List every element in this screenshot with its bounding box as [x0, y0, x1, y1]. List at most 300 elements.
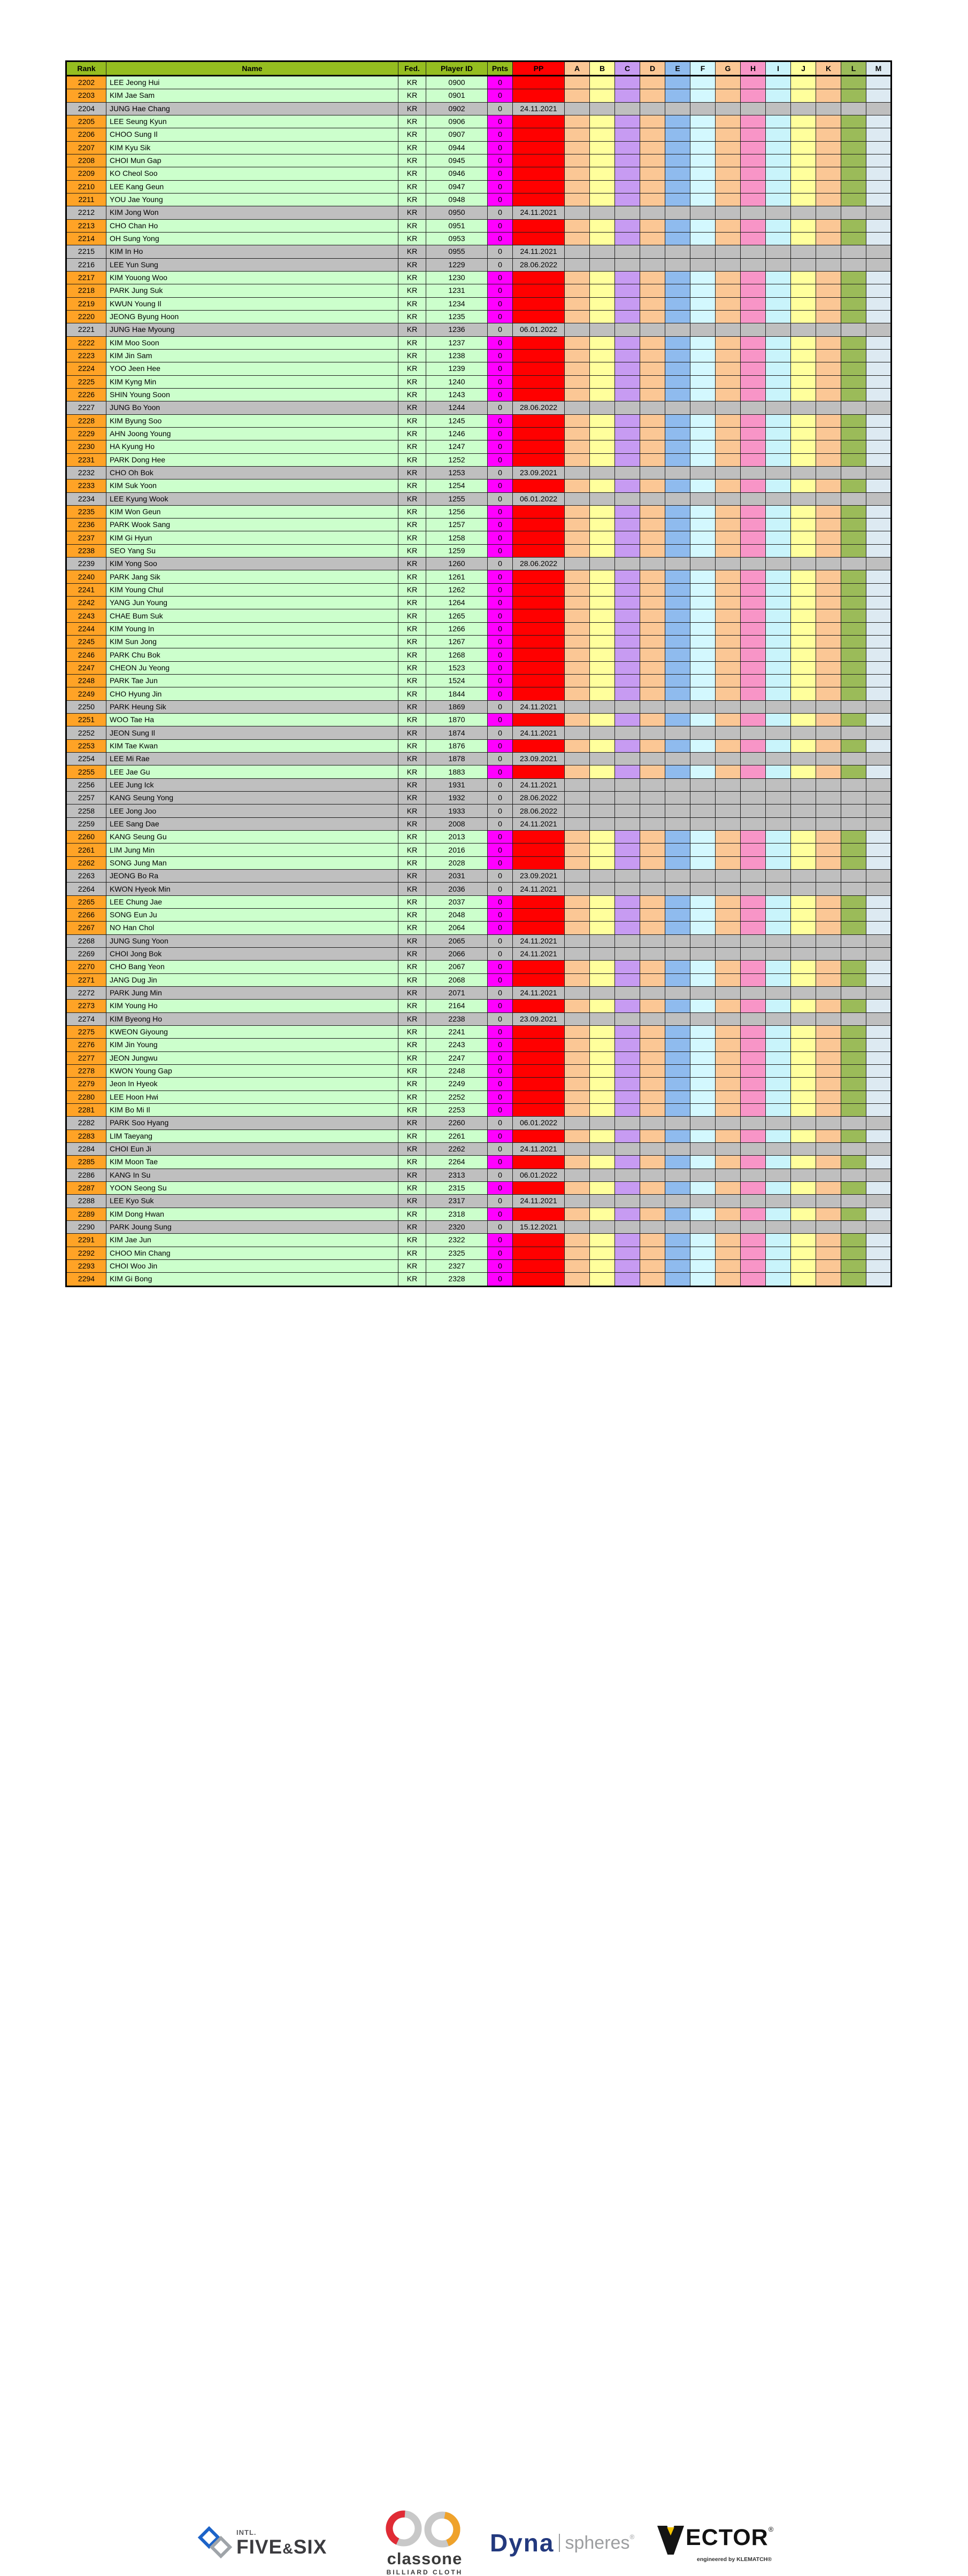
- table-row: [66, 193, 892, 206]
- fed-cell: KR: [398, 622, 426, 635]
- table-row: [66, 466, 892, 479]
- fed-cell: KR: [398, 154, 426, 167]
- col-h-cell: [741, 765, 766, 778]
- player-id-cell: 2325: [426, 1247, 488, 1259]
- col-m-cell: [866, 687, 892, 700]
- col-d-cell: [640, 466, 665, 479]
- pp-cell: [513, 167, 565, 180]
- rank-cell: 2262: [66, 856, 106, 869]
- col-b-cell: [590, 414, 615, 427]
- name-cell: HA Kyung Ho: [106, 440, 398, 453]
- table-row: [66, 232, 892, 245]
- col-b-cell: [590, 1039, 615, 1051]
- col-m-cell: [866, 1117, 892, 1130]
- col-f-cell: [690, 1064, 716, 1077]
- rank-cell: 2217: [66, 271, 106, 284]
- col-j-cell: [791, 414, 816, 427]
- rank-cell: 2216: [66, 258, 106, 271]
- col-f-cell: [690, 778, 716, 791]
- pnts-cell: 0: [488, 375, 513, 388]
- col-d-cell: [640, 675, 665, 687]
- table-row: [66, 714, 892, 726]
- col-h-cell: [741, 1220, 766, 1233]
- col-j-cell: [791, 1064, 816, 1077]
- player-id-cell: 1258: [426, 531, 488, 544]
- col-b-cell: [590, 349, 615, 362]
- col-c-cell: [615, 1051, 640, 1064]
- table-row: [66, 961, 892, 973]
- col-a-cell: [565, 1169, 590, 1181]
- col-h-cell: [741, 1064, 766, 1077]
- col-k-cell: [816, 297, 841, 310]
- col-i-cell: [766, 232, 791, 245]
- col-l-cell: [841, 883, 866, 895]
- col-d-cell: [640, 765, 665, 778]
- col-e-cell: [665, 492, 690, 505]
- col-k-cell: [816, 986, 841, 999]
- column-header-d: D: [640, 61, 665, 76]
- col-h-cell: [741, 1181, 766, 1194]
- col-e-cell: [665, 297, 690, 310]
- col-g-cell: [716, 492, 741, 505]
- col-e-cell: [665, 973, 690, 986]
- col-e-cell: [665, 844, 690, 856]
- col-c-cell: [615, 1195, 640, 1208]
- name-cell: KANG Seung Yong: [106, 792, 398, 804]
- name-cell: KIM Suk Yoon: [106, 479, 398, 492]
- fed-cell: KR: [398, 427, 426, 440]
- col-b-cell: [590, 622, 615, 635]
- col-a-cell: [565, 362, 590, 375]
- rank-cell: 2226: [66, 388, 106, 401]
- col-a-cell: [565, 1000, 590, 1012]
- pnts-cell: 0: [488, 570, 513, 583]
- col-d-cell: [640, 440, 665, 453]
- pp-cell: [513, 714, 565, 726]
- col-h-cell: [741, 739, 766, 752]
- col-g-cell: [716, 297, 741, 310]
- player-id-cell: 1236: [426, 323, 488, 336]
- col-b-cell: [590, 1234, 615, 1247]
- col-i-cell: [766, 1090, 791, 1103]
- col-j-cell: [791, 778, 816, 791]
- col-i-cell: [766, 973, 791, 986]
- player-id-cell: 2264: [426, 1156, 488, 1169]
- col-j-cell: [791, 661, 816, 674]
- pnts-cell: 0: [488, 1090, 513, 1103]
- col-b-cell: [590, 570, 615, 583]
- col-d-cell: [640, 947, 665, 960]
- col-i-cell: [766, 1012, 791, 1025]
- pnts-cell: 0: [488, 622, 513, 635]
- rank-cell: 2265: [66, 895, 106, 908]
- col-g-cell: [716, 1064, 741, 1077]
- col-l-cell: [841, 1039, 866, 1051]
- name-cell: KIM Young Chul: [106, 583, 398, 596]
- col-a-cell: [565, 661, 590, 674]
- col-m-cell: [866, 883, 892, 895]
- col-j-cell: [791, 492, 816, 505]
- rank-cell: 2294: [66, 1273, 106, 1286]
- col-b-cell: [590, 1142, 615, 1155]
- name-cell: KIM Jin Young: [106, 1039, 398, 1051]
- name-cell: KIM Gi Hyun: [106, 531, 398, 544]
- col-c-cell: [615, 115, 640, 128]
- name-cell: KIM Moo Soon: [106, 336, 398, 349]
- col-c-cell: [615, 271, 640, 284]
- table-row: [66, 922, 892, 934]
- col-a-cell: [565, 297, 590, 310]
- col-j-cell: [791, 1130, 816, 1142]
- col-c-cell: [615, 700, 640, 713]
- name-cell: OH Sung Yong: [106, 232, 398, 245]
- col-c-cell: [615, 597, 640, 609]
- table-row: [66, 154, 892, 167]
- col-i-cell: [766, 947, 791, 960]
- col-h-cell: [741, 973, 766, 986]
- col-h-cell: [741, 388, 766, 401]
- col-m-cell: [866, 89, 892, 102]
- col-m-cell: [866, 765, 892, 778]
- player-id-cell: 0902: [426, 102, 488, 115]
- col-h-cell: [741, 362, 766, 375]
- col-m-cell: [866, 753, 892, 765]
- col-j-cell: [791, 765, 816, 778]
- col-b-cell: [590, 558, 615, 570]
- col-b-cell: [590, 1090, 615, 1103]
- col-f-cell: [690, 362, 716, 375]
- col-e-cell: [665, 1012, 690, 1025]
- col-f-cell: [690, 934, 716, 947]
- col-c-cell: [615, 753, 640, 765]
- rank-cell: 2277: [66, 1051, 106, 1064]
- pnts-cell: 0: [488, 297, 513, 310]
- col-e-cell: [665, 401, 690, 414]
- col-m-cell: [866, 922, 892, 934]
- col-l-cell: [841, 609, 866, 622]
- col-b-cell: [590, 973, 615, 986]
- col-e-cell: [665, 831, 690, 844]
- col-m-cell: [866, 297, 892, 310]
- col-l-cell: [841, 648, 866, 661]
- col-j-cell: [791, 193, 816, 206]
- col-c-cell: [615, 714, 640, 726]
- rank-cell: 2212: [66, 206, 106, 219]
- col-k-cell: [816, 141, 841, 154]
- col-f-cell: [690, 401, 716, 414]
- name-cell: LEE Kang Geun: [106, 180, 398, 193]
- col-f-cell: [690, 349, 716, 362]
- col-a-cell: [565, 844, 590, 856]
- col-d-cell: [640, 661, 665, 674]
- col-a-cell: [565, 1025, 590, 1038]
- col-a-cell: [565, 102, 590, 115]
- rank-cell: 2208: [66, 154, 106, 167]
- col-d-cell: [640, 1000, 665, 1012]
- pnts-cell: 0: [488, 466, 513, 479]
- fed-cell: KR: [398, 1142, 426, 1155]
- col-b-cell: [590, 1078, 615, 1090]
- col-d-cell: [640, 804, 665, 817]
- name-cell: LEE Chung Jae: [106, 895, 398, 908]
- table-row: [66, 648, 892, 661]
- col-k-cell: [816, 753, 841, 765]
- fed-cell: KR: [398, 505, 426, 518]
- pnts-cell: 0: [488, 726, 513, 739]
- col-a-cell: [565, 440, 590, 453]
- col-k-cell: [816, 505, 841, 518]
- name-cell: KIM Tae Kwan: [106, 739, 398, 752]
- pnts-cell: 0: [488, 583, 513, 596]
- fed-cell: KR: [398, 167, 426, 180]
- player-id-cell: 2318: [426, 1208, 488, 1220]
- col-m-cell: [866, 414, 892, 427]
- column-header-rank: Rank: [66, 61, 106, 76]
- col-l-cell: [841, 700, 866, 713]
- col-j-cell: [791, 1181, 816, 1194]
- col-b-cell: [590, 1051, 615, 1064]
- fed-cell: KR: [398, 765, 426, 778]
- fed-cell: KR: [398, 479, 426, 492]
- col-h-cell: [741, 700, 766, 713]
- pp-cell: [513, 388, 565, 401]
- col-d-cell: [640, 388, 665, 401]
- rank-cell: 2255: [66, 765, 106, 778]
- col-b-cell: [590, 219, 615, 232]
- col-i-cell: [766, 375, 791, 388]
- col-k-cell: [816, 271, 841, 284]
- pnts-cell: 0: [488, 519, 513, 531]
- pnts-cell: 0: [488, 1156, 513, 1169]
- col-d-cell: [640, 193, 665, 206]
- col-f-cell: [690, 714, 716, 726]
- name-cell: YOU Jae Young: [106, 193, 398, 206]
- table-row: [66, 544, 892, 557]
- col-e-cell: [665, 597, 690, 609]
- fed-cell: KR: [398, 1051, 426, 1064]
- col-h-cell: [741, 544, 766, 557]
- col-i-cell: [766, 609, 791, 622]
- col-d-cell: [640, 128, 665, 141]
- col-h-cell: [741, 648, 766, 661]
- col-b-cell: [590, 1220, 615, 1233]
- col-m-cell: [866, 648, 892, 661]
- col-b-cell: [590, 661, 615, 674]
- col-f-cell: [690, 1208, 716, 1220]
- player-id-cell: 1237: [426, 336, 488, 349]
- pnts-cell: 0: [488, 609, 513, 622]
- col-e-cell: [665, 284, 690, 297]
- col-d-cell: [640, 1103, 665, 1116]
- col-m-cell: [866, 986, 892, 999]
- pp-cell: [513, 531, 565, 544]
- name-cell: LEE Jeong Hui: [106, 76, 398, 89]
- pp-cell: 28.06.2022: [513, 558, 565, 570]
- player-id-cell: 2037: [426, 895, 488, 908]
- rank-cell: 2278: [66, 1064, 106, 1077]
- fed-cell: KR: [398, 349, 426, 362]
- col-m-cell: [866, 544, 892, 557]
- pp-cell: [513, 1234, 565, 1247]
- col-d-cell: [640, 206, 665, 219]
- col-d-cell: [640, 154, 665, 167]
- col-d-cell: [640, 700, 665, 713]
- fed-cell: KR: [398, 1259, 426, 1272]
- col-c-cell: [615, 778, 640, 791]
- col-k-cell: [816, 909, 841, 922]
- col-m-cell: [866, 844, 892, 856]
- col-f-cell: [690, 1117, 716, 1130]
- col-g-cell: [716, 817, 741, 830]
- col-h-cell: [741, 219, 766, 232]
- col-a-cell: [565, 258, 590, 271]
- pp-cell: [513, 232, 565, 245]
- col-f-cell: [690, 336, 716, 349]
- col-i-cell: [766, 310, 791, 323]
- col-k-cell: [816, 570, 841, 583]
- col-i-cell: [766, 856, 791, 869]
- col-k-cell: [816, 1025, 841, 1038]
- col-f-cell: [690, 323, 716, 336]
- col-l-cell: [841, 1117, 866, 1130]
- col-h-cell: [741, 1169, 766, 1181]
- fed-cell: KR: [398, 1078, 426, 1090]
- fed-cell: KR: [398, 700, 426, 713]
- col-g-cell: [716, 193, 741, 206]
- name-cell: KIM Jong Won: [106, 206, 398, 219]
- col-m-cell: [866, 778, 892, 791]
- col-l-cell: [841, 1051, 866, 1064]
- col-k-cell: [816, 1078, 841, 1090]
- col-l-cell: [841, 622, 866, 635]
- col-l-cell: [841, 544, 866, 557]
- col-f-cell: [690, 675, 716, 687]
- col-d-cell: [640, 986, 665, 999]
- pp-cell: [513, 271, 565, 284]
- rank-cell: 2228: [66, 414, 106, 427]
- col-l-cell: [841, 597, 866, 609]
- col-e-cell: [665, 622, 690, 635]
- col-m-cell: [866, 1130, 892, 1142]
- col-m-cell: [866, 167, 892, 180]
- col-j-cell: [791, 739, 816, 752]
- col-c-cell: [615, 232, 640, 245]
- column-header-f: F: [690, 61, 716, 76]
- name-cell: CHO Oh Bok: [106, 466, 398, 479]
- col-e-cell: [665, 245, 690, 258]
- col-d-cell: [640, 479, 665, 492]
- col-k-cell: [816, 102, 841, 115]
- col-b-cell: [590, 544, 615, 557]
- col-e-cell: [665, 804, 690, 817]
- col-l-cell: [841, 817, 866, 830]
- fed-cell: KR: [398, 466, 426, 479]
- fed-cell: KR: [398, 609, 426, 622]
- player-id-cell: 1524: [426, 675, 488, 687]
- col-f-cell: [690, 219, 716, 232]
- rank-cell: 2274: [66, 1012, 106, 1025]
- player-id-cell: 2048: [426, 909, 488, 922]
- pnts-cell: 0: [488, 76, 513, 89]
- col-g-cell: [716, 1117, 741, 1130]
- col-e-cell: [665, 1064, 690, 1077]
- col-a-cell: [565, 271, 590, 284]
- col-c-cell: [615, 297, 640, 310]
- col-k-cell: [816, 1130, 841, 1142]
- col-i-cell: [766, 440, 791, 453]
- rank-cell: 2283: [66, 1130, 106, 1142]
- name-cell: Jeon In Hyeok: [106, 1078, 398, 1090]
- col-l-cell: [841, 375, 866, 388]
- col-e-cell: [665, 726, 690, 739]
- col-k-cell: [816, 414, 841, 427]
- player-id-cell: 1266: [426, 622, 488, 635]
- col-g-cell: [716, 479, 741, 492]
- col-f-cell: [690, 753, 716, 765]
- col-g-cell: [716, 1130, 741, 1142]
- pp-cell: 06.01.2022: [513, 1169, 565, 1181]
- col-d-cell: [640, 1195, 665, 1208]
- column-header-playerid: Player ID: [426, 61, 488, 76]
- fed-cell: KR: [398, 973, 426, 986]
- table-row: [66, 128, 892, 141]
- table-row: [66, 947, 892, 960]
- pp-cell: [513, 687, 565, 700]
- name-cell: SONG Eun Ju: [106, 909, 398, 922]
- fed-cell: KR: [398, 947, 426, 960]
- name-cell: JEON Sung Il: [106, 726, 398, 739]
- col-h-cell: [741, 519, 766, 531]
- name-cell: PARK Tae Jun: [106, 675, 398, 687]
- table-row: [66, 414, 892, 427]
- col-b-cell: [590, 1012, 615, 1025]
- col-g-cell: [716, 856, 741, 869]
- col-c-cell: [615, 973, 640, 986]
- col-m-cell: [866, 427, 892, 440]
- table-row: [66, 531, 892, 544]
- col-i-cell: [766, 466, 791, 479]
- col-m-cell: [866, 466, 892, 479]
- col-e-cell: [665, 817, 690, 830]
- col-g-cell: [716, 609, 741, 622]
- col-a-cell: [565, 895, 590, 908]
- col-i-cell: [766, 583, 791, 596]
- name-cell: KIM Byung Soo: [106, 414, 398, 427]
- five-and-six-name: [236, 2537, 327, 2557]
- col-d-cell: [640, 583, 665, 596]
- col-c-cell: [615, 844, 640, 856]
- table-row: [66, 583, 892, 596]
- col-k-cell: [816, 1220, 841, 1233]
- col-j-cell: [791, 1012, 816, 1025]
- col-j-cell: [791, 167, 816, 180]
- col-c-cell: [615, 336, 640, 349]
- col-b-cell: [590, 1208, 615, 1220]
- col-b-cell: [590, 765, 615, 778]
- player-id-cell: 0900: [426, 76, 488, 89]
- pnts-cell: 0: [488, 154, 513, 167]
- rank-cell: 2246: [66, 648, 106, 661]
- col-d-cell: [640, 973, 665, 986]
- col-h-cell: [741, 1078, 766, 1090]
- col-l-cell: [841, 934, 866, 947]
- col-l-cell: [841, 947, 866, 960]
- col-k-cell: [816, 167, 841, 180]
- col-l-cell: [841, 831, 866, 844]
- col-l-cell: [841, 492, 866, 505]
- rank-cell: 2239: [66, 558, 106, 570]
- col-j-cell: [791, 922, 816, 934]
